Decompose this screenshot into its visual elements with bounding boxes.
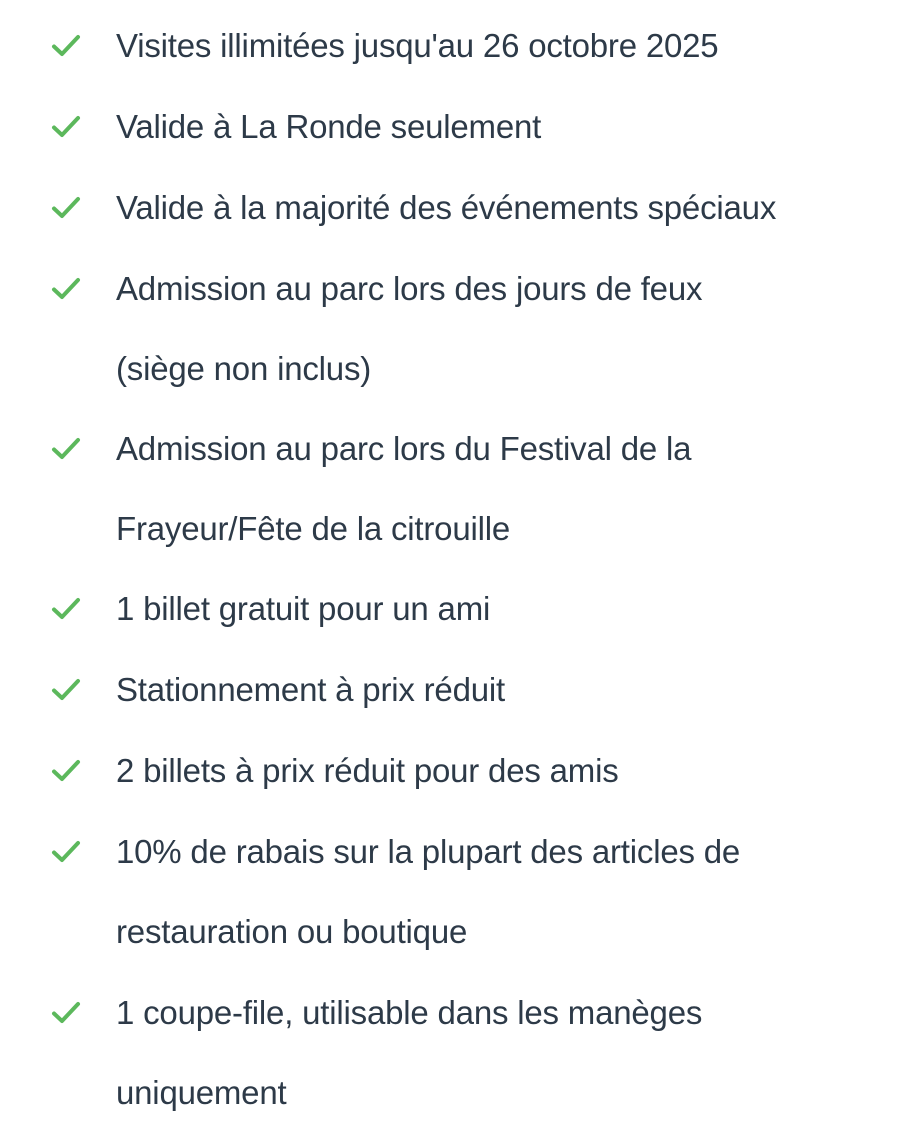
benefit-text-line: 1 coupe-file, utilisable dans les manèges (116, 994, 703, 1031)
checkmark-icon (51, 115, 81, 139)
benefit-text-line: Stationnement à prix réduit (116, 671, 505, 708)
benefit-text-line: Admission au parc lors du Festival de la (116, 430, 692, 467)
benefit-text-line: (siège non inclus) (116, 350, 372, 387)
checkmark-icon (51, 196, 81, 220)
benefit-text-line: Admission au parc lors des jours de feux (116, 270, 703, 307)
benefit-text-line: 10% de rabais sur la plupart des articles de (116, 833, 741, 870)
checkmark-icon (51, 437, 81, 461)
benefit-text (116, 168, 876, 248)
benefit-text-line: 2 billets à prix réduit pour des amis (116, 752, 619, 789)
benefit-text (116, 87, 876, 167)
benefit-text-line: 1 billet gratuit pour un ami (116, 590, 491, 627)
benefit-text (116, 249, 876, 409)
benefit-text-line: Visites illimitées jusqu'au 26 octobre 2025 (116, 27, 719, 64)
benefit-text (116, 812, 876, 972)
checkmark-icon (51, 1001, 81, 1025)
benefit-text (116, 973, 876, 1133)
benefit-text-line: Frayeur/Fête de la citrouille (116, 510, 511, 547)
benefit-text (116, 731, 876, 811)
checkmark-icon (51, 597, 81, 621)
benefit-text-line: Valide à La Ronde seulement (116, 108, 542, 145)
checkmark-icon (51, 678, 81, 702)
benefit-text (116, 569, 876, 649)
benefit-text-line: restauration ou boutique (116, 913, 468, 950)
benefit-text-line: uniquement (116, 1074, 287, 1111)
benefit-text-line: Valide à la majorité des événements spéciaux (116, 189, 777, 226)
benefit-text (116, 409, 876, 569)
checkmark-icon (51, 840, 81, 864)
checkmark-icon (51, 34, 81, 58)
checkmark-icon (51, 277, 81, 301)
checkmark-icon (51, 759, 81, 783)
benefit-text (116, 650, 876, 730)
benefit-text (116, 6, 876, 86)
